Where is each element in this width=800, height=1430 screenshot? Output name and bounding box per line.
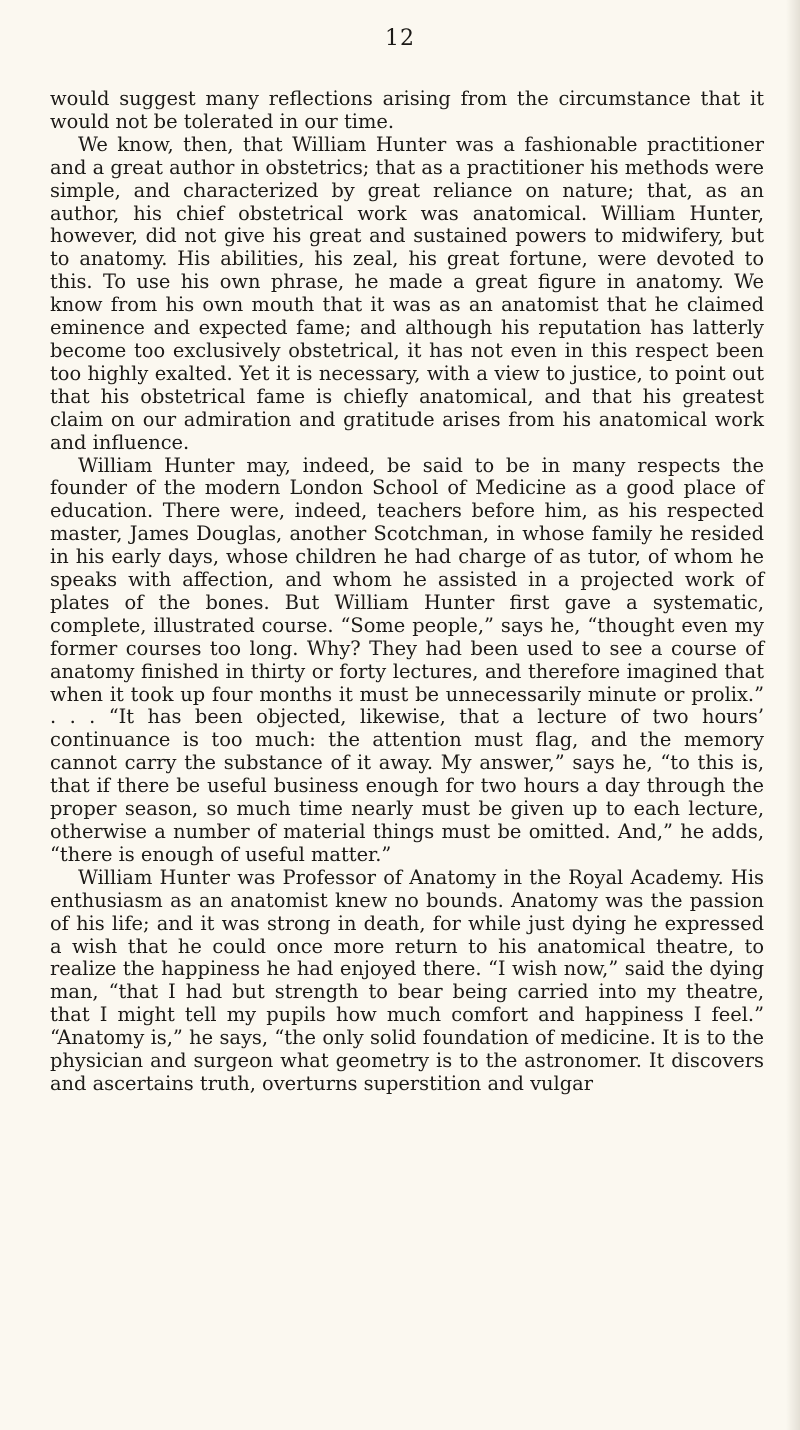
paragraph-london-school: William Hunter may, indeed, be said to be in many respects the founder of the modern London School of Medicine as a good place of education. There were, indeed, teachers before him, as his respected master, James Douglas, another Scotchman, in whose family he resided in his early days, whose children he had charge of as tutor, of whom he speaks with affection, and whom he assisted in a projected work of plates of the bones. But William Hunter first gave a systematic, complete, illustrated course. “Some people,” says he, “thought even my former courses too long. Why? They had been used to see a course of anatomy finished in thirty or forty lectures, and therefore imagined that when it took up four months it must be unnecessarily minute or prolix.” . . . “It has been objected, likewise, that a lecture of two hours’ continuance is too much: the attention must flag, and the memory cannot carry the substance of it away. My answer,” says he, “to this is, that if there be useful business enough for two hours a day through the proper season, so much time nearly must be given up to each lecture, otherwise a number of material things must be omitted. And,” he adds, “there is enough of useful matter.”: [50, 453, 764, 866]
paragraph-royal-academy: William Hunter was Professor of Anatomy in the Royal Academy. His enthusiasm as an anatomist knew no bounds. Anatomy was the passion of his life; and it was strong in death, for while just dying he expressed a wish that he could once more return to his anatomical theatre, to realize the happiness he had enjoyed there. “I wish now,” said the dying man, “that I had but strength to bear being carried into my theatre, that I might tell my pupils how much comfort and happiness I feel.” “Anatomy is,” he says, “the only solid foundation of medicine. It is to the physician and surgeon what geometry is to the astronomer. It discovers and ascertains truth, overturns superstition and vulgar: [50, 865, 764, 1095]
page-edge-shadow: [786, 0, 800, 1430]
paragraph-continuation: would suggest many reflections arising from the circumstance that it would not be tolerated in our time.: [50, 87, 764, 133]
body-text: [50, 88, 764, 1096]
page-number: 12: [385, 26, 415, 51]
paragraph-hunter-obstetrics: We know, then, that William Hunter was a fashionable practitioner and a great author in obstetrics; that as a practitioner his methods were simple, and characterized by great reliance on nature; that, as an author, his chief obstetrical work was anatomical. William Hunter, however, did not give his great and sustained powers to midwifery, but to anatomy. His abilities, his zeal, his great fortune, were devoted to this. To use his own phrase, he made a great figure in anatomy. We know from his own mouth that it was as an anatomist that he claimed eminence and expected fame; and although his reputation has latterly become too exclusively obstetrical, it has not even in this respect been too highly exalted. Yet it is necessary, with a view to justice, to point out that his obstetrical fame is chiefly anatomical, and that his greatest claim on our admiration and gratitude arises from his anatomical work and influence.: [50, 132, 764, 454]
